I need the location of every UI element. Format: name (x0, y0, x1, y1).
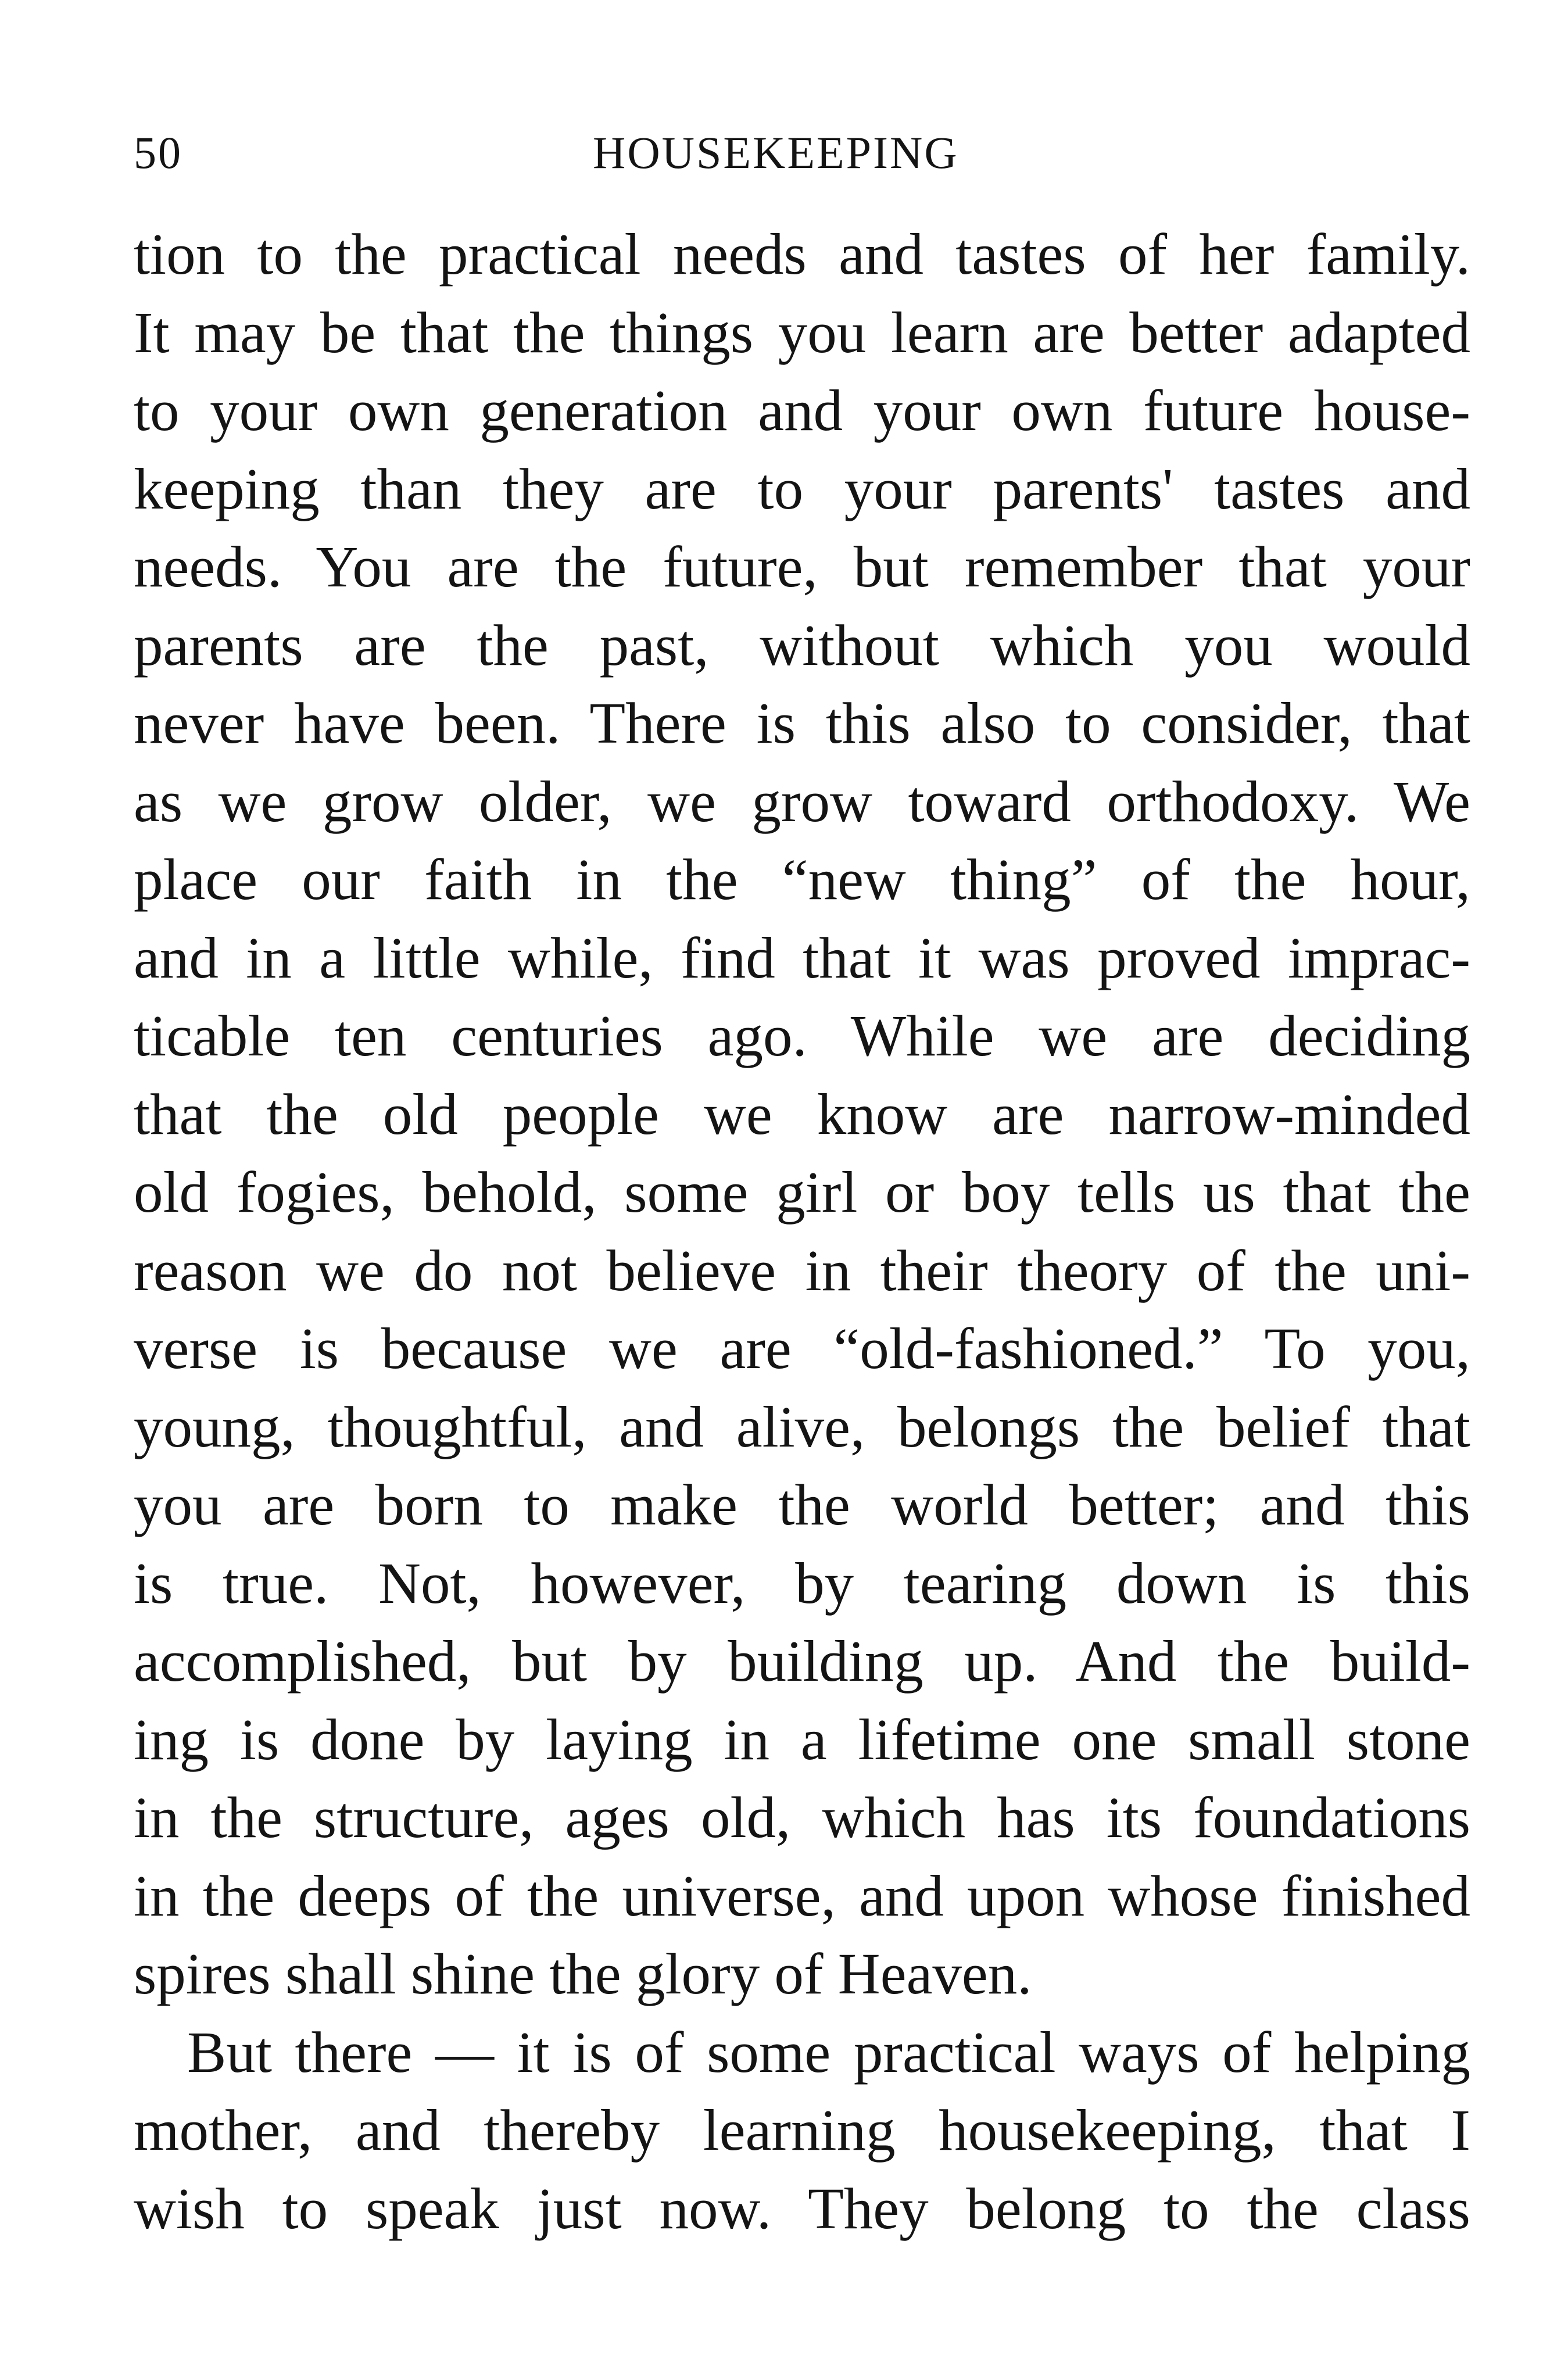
page-header (134, 127, 1470, 185)
text-line: keeping than they are to your parents' tastes and (134, 456, 1470, 521)
text-line: needs. You are the future, but remember that your (134, 534, 1470, 599)
text-line: ticable ten centuries ago. While we are deciding (134, 1003, 1470, 1068)
text-line: old fogies, behold, some girl or boy tells us that the (134, 1159, 1470, 1225)
text-line: young, thoughtful, and alive, belongs the belief that (134, 1394, 1470, 1459)
paragraph-2 (134, 2013, 1470, 2248)
text-line: never have been. There is this also to consider, that (134, 690, 1470, 756)
text-line: ing is done by laying in a lifetime one small stone (134, 1706, 1470, 1772)
text-line: accomplished, but by building up. And the build- (134, 1628, 1470, 1694)
text-line: wish to speak just now. They belong to the class (134, 2175, 1470, 2241)
running-head: HOUSEKEEPING (593, 127, 959, 178)
text-line: that the old people we know are narrow-minded (134, 1081, 1470, 1147)
body-text (134, 215, 1470, 2247)
text-line: mother, and thereby learning housekeeping, that I (134, 2097, 1470, 2163)
text-line: It may be that the things you learn are better adapted (134, 299, 1470, 365)
text-line: and in a little while, find that it was proved imprac- (134, 925, 1470, 990)
text-line: in the structure, ages old, which has its foundations (134, 1785, 1470, 1850)
text-line: verse is because we are “old-fashioned.” To you, (134, 1316, 1470, 1381)
page-number: 50 (134, 127, 182, 178)
text-line: tion to the practical needs and tastes of her family. (134, 221, 1470, 287)
text-line: you are born to make the world better; and this (134, 1472, 1470, 1537)
paragraph-1 (134, 215, 1470, 2013)
text-line: as we grow older, we grow toward orthodoxy. We (134, 768, 1470, 834)
text-line: in the deeps of the universe, and upon whose finished (134, 1863, 1470, 1928)
text-line: reason we do not believe in their theory of the uni- (134, 1237, 1470, 1303)
text-line: parents are the past, without which you would (134, 612, 1470, 678)
text-line: spires shall shine the glory of Heaven. (134, 1941, 1032, 2006)
text-line: place our faith in the “new thing” of the hour, (134, 847, 1470, 912)
text-line: to your own generation and your own future house- (134, 378, 1470, 443)
text-line: But there — it is of some practical ways of helping (187, 2019, 1470, 2085)
text-line: is true. Not, however, by tearing down is this (134, 1550, 1470, 1616)
